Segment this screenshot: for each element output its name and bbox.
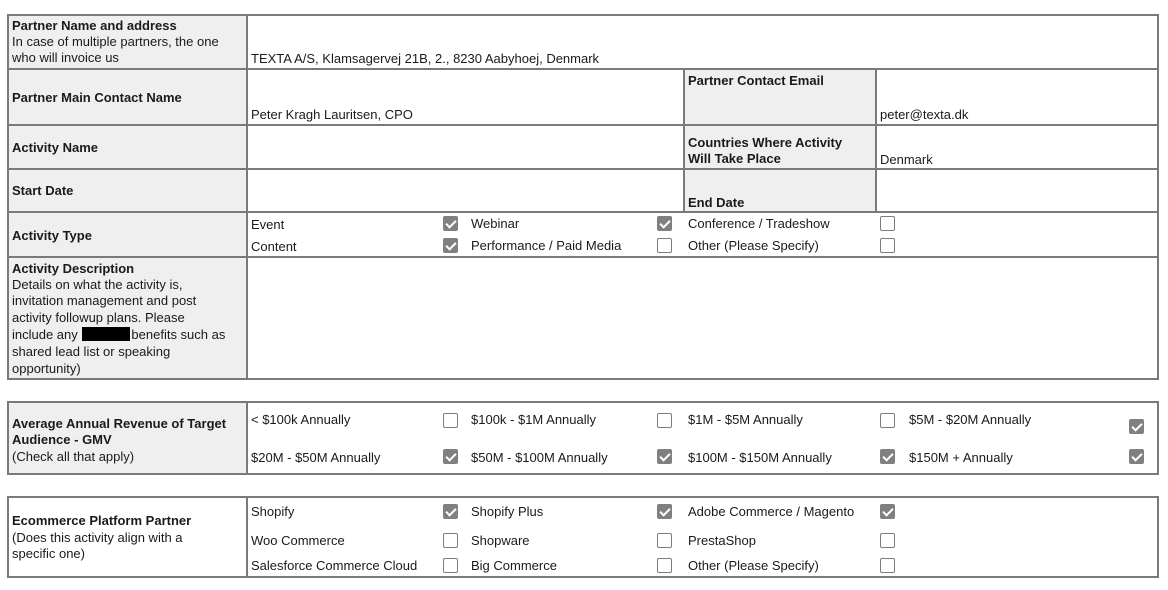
platform-option-label: Shopware xyxy=(471,533,530,548)
contact-email-label: Partner Contact Email xyxy=(688,73,824,88)
activity-type-checkbox-paid-media[interactable] xyxy=(657,238,672,253)
activity-description-hint: opportunity) xyxy=(12,361,81,376)
platform-checkbox-woocommerce[interactable] xyxy=(443,533,458,548)
activity-description-hint: Details on what the activity is, xyxy=(12,277,183,292)
revenue-checkbox-5m-20m[interactable] xyxy=(1129,419,1144,434)
activity-type-option-label: Performance / Paid Media xyxy=(471,238,622,253)
platform-option-label: Shopify Plus xyxy=(471,504,544,519)
revenue-checkbox-20m-50m[interactable] xyxy=(443,449,458,464)
start-date-label: Start Date xyxy=(12,183,74,198)
activity-description-hint: invitation management and post xyxy=(12,293,197,308)
revenue-label: Audience - GMV xyxy=(12,432,112,447)
platform-option-label: Shopify xyxy=(251,504,295,519)
activity-type-option-label: Webinar xyxy=(471,216,520,231)
platform-checkbox-shopware[interactable] xyxy=(657,533,672,548)
ecommerce-sublabel: (Does this activity align with a xyxy=(12,530,183,545)
contact-email-field[interactable]: peter@texta.dk xyxy=(880,107,969,122)
revenue-option-label: $100M - $150M Annually xyxy=(688,450,832,465)
revenue-option-label: $150M + Annually xyxy=(909,450,1013,465)
activity-type-checkbox-webinar[interactable] xyxy=(657,216,672,231)
activity-description-hint: activity followup plans. Please xyxy=(12,310,185,325)
contact-name-label: Partner Main Contact Name xyxy=(12,90,182,105)
platform-checkbox-shopify[interactable] xyxy=(443,504,458,519)
ecommerce-sublabel: specific one) xyxy=(12,546,85,561)
platform-option-label: Woo Commerce xyxy=(251,533,345,548)
revenue-option-label: $20M - $50M Annually xyxy=(251,450,381,465)
activity-type-option-label: Event xyxy=(251,217,285,232)
revenue-option-label: $1M - $5M Annually xyxy=(688,412,803,427)
contact-name-field[interactable]: Peter Kragh Lauritsen, CPO xyxy=(251,107,413,122)
activity-type-option-label: Conference / Tradeshow xyxy=(688,216,830,231)
partner-name-label: Partner Name and address xyxy=(12,18,177,33)
activity-description-label: Activity Description xyxy=(12,261,135,276)
activity-type-checkbox-content[interactable] xyxy=(443,238,458,253)
activity-description-hint: shared lead list or speaking xyxy=(12,344,171,359)
activity-description-hint: include any xyxy=(12,327,78,342)
platform-checkbox-prestashop[interactable] xyxy=(880,533,895,548)
revenue-checkbox-1m-5m[interactable] xyxy=(880,413,895,428)
revenue-checkbox-under-100k[interactable] xyxy=(443,413,458,428)
activity-type-checkbox-conference[interactable] xyxy=(880,216,895,231)
revenue-option-label: $5M - $20M Annually xyxy=(909,412,1032,427)
activity-name-label: Activity Name xyxy=(12,140,98,155)
activity-description-hint-line xyxy=(12,327,225,343)
platform-option-label: Salesforce Commerce Cloud xyxy=(251,558,418,573)
activity-type-checkbox-other[interactable] xyxy=(880,238,895,253)
partner-name-field[interactable]: TEXTA A/S, Klamsagervej 21B, 2., 8230 Aabyhoej, Denmark xyxy=(251,51,600,66)
platform-checkbox-other[interactable] xyxy=(880,558,895,573)
countries-field[interactable]: Denmark xyxy=(880,152,933,167)
countries-label: Will Take Place xyxy=(688,151,781,166)
revenue-checkbox-100k-1m[interactable] xyxy=(657,413,672,428)
platform-option-label: PrestaShop xyxy=(688,533,756,548)
revenue-option-label: < $100k Annually xyxy=(251,412,351,427)
partner-name-sublabel: In case of multiple partners, the one xyxy=(12,34,219,49)
platform-checkbox-salesforce[interactable] xyxy=(443,558,458,573)
activity-type-option-label: Other (Please Specify) xyxy=(688,238,819,253)
platform-option-label: Adobe Commerce / Magento xyxy=(688,504,855,519)
platform-checkbox-shopify-plus[interactable] xyxy=(657,504,672,519)
platform-option-label: Other (Please Specify) xyxy=(688,558,819,573)
revenue-sublabel: (Check all that apply) xyxy=(12,449,135,464)
platform-checkbox-adobe-magento[interactable] xyxy=(880,504,895,519)
platform-option-label: Big Commerce xyxy=(471,558,557,573)
ecommerce-label: Ecommerce Platform Partner xyxy=(12,513,192,528)
activity-type-label: Activity Type xyxy=(12,228,92,243)
revenue-checkbox-50m-100m[interactable] xyxy=(657,449,672,464)
revenue-checkbox-150m-plus[interactable] xyxy=(1129,449,1144,464)
end-date-label: End Date xyxy=(688,195,745,210)
redaction-block xyxy=(82,327,130,341)
activity-type-checkbox-event[interactable] xyxy=(443,216,458,231)
platform-checkbox-bigcommerce[interactable] xyxy=(657,558,672,573)
activity-type-option-label: Content xyxy=(251,239,297,254)
countries-label: Countries Where Activity xyxy=(688,135,843,150)
revenue-checkbox-100m-150m[interactable] xyxy=(880,449,895,464)
partner-name-sublabel: who will invoice us xyxy=(12,50,119,65)
revenue-option-label: $50M - $100M Annually xyxy=(471,450,608,465)
revenue-option-label: $100k - $1M Annually xyxy=(471,412,597,427)
revenue-label: Average Annual Revenue of Target xyxy=(12,416,227,431)
activity-description-hint: benefits such as xyxy=(131,327,226,342)
